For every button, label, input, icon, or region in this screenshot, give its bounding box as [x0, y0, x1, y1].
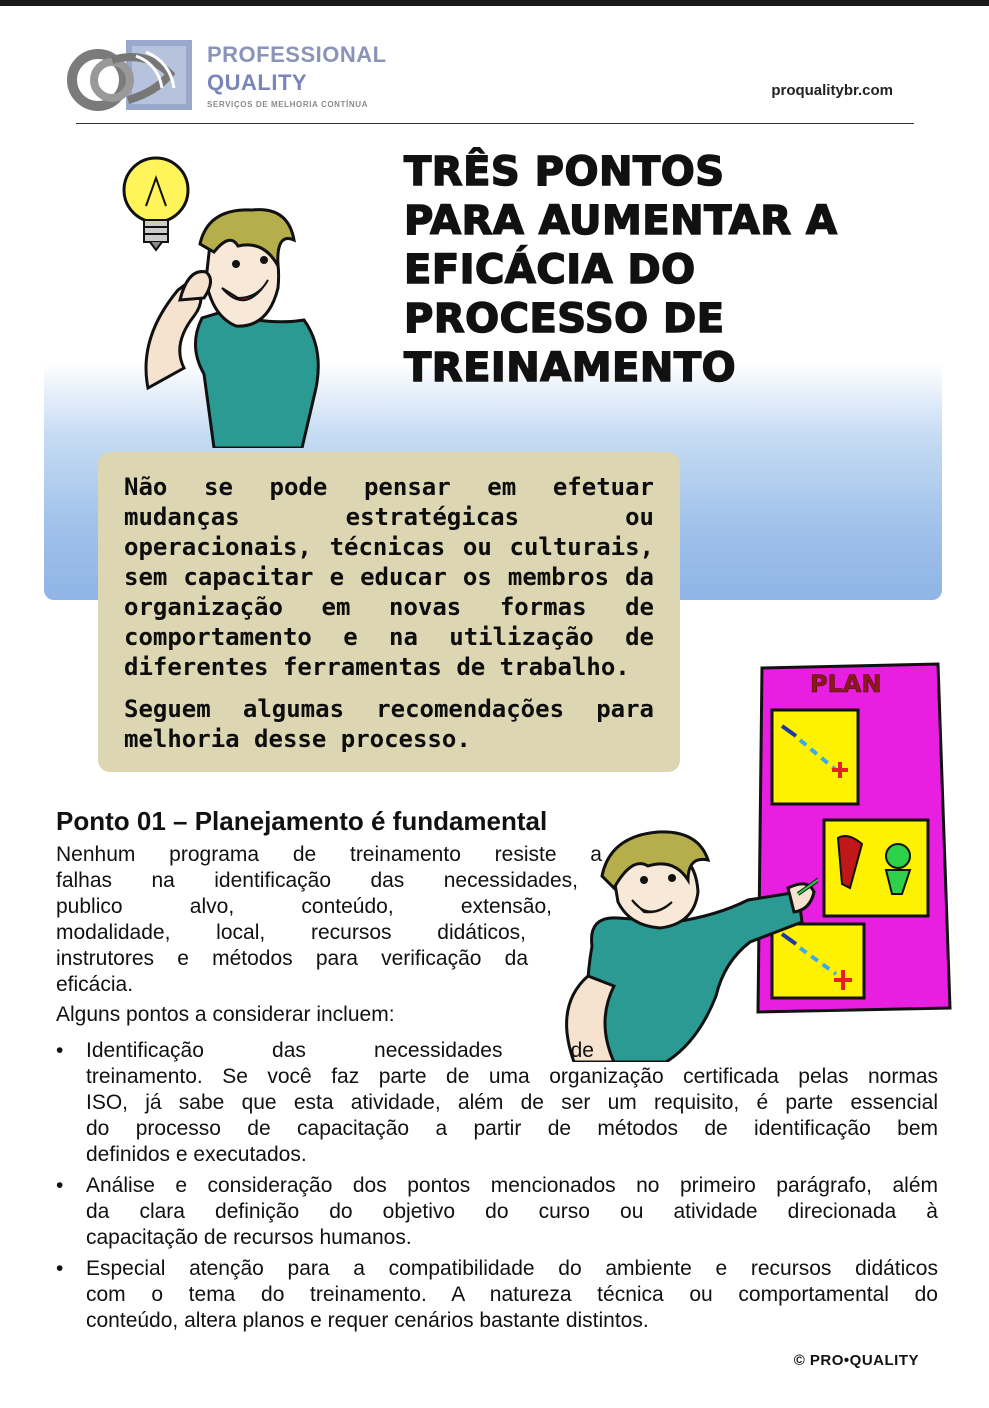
- page-title: [404, 148, 924, 393]
- logo-text-quality: QUALITY: [207, 70, 308, 95]
- bullet-icon: •: [56, 1174, 64, 1197]
- body-line: Nenhum programa de treinamento resiste a: [56, 843, 602, 866]
- intro-paragraph: Não se pode pensar em efetuar mudanças estratégicas ou operacionais, técnicas ou culturais, sem capacitar e educar os membros da organização em novas formas de comportamento e na utilização de diferentes ferramentas de trabalho.: [124, 473, 654, 681]
- bullet-line: com o tema do treinamento. A natureza técnica ou comportamental do: [86, 1283, 938, 1306]
- bullet-line: Especial atenção para a compatibilidade do ambiente e recursos didáticos: [86, 1257, 938, 1280]
- intro-box: [98, 452, 680, 772]
- thinking-man-illustration: [118, 148, 358, 448]
- copyright-footer: © PRO•QUALITY: [793, 1352, 919, 1369]
- body-line: eficácia.: [56, 973, 134, 996]
- title-line: PROCESSO DE: [404, 296, 725, 342]
- company-logo: [66, 40, 406, 114]
- title-line: TREINAMENTO: [404, 345, 737, 391]
- title-line: TRÊS PONTOS: [404, 149, 725, 195]
- bullet-line: do processo de capacitação a partir de métodos de identificação bem: [86, 1117, 938, 1140]
- body-line: instrutores e métodos para verificação da: [56, 947, 528, 970]
- body-line: falhas na identificação das necessidades,: [56, 869, 578, 892]
- logo-tagline: SERVIÇOS DE MELHORIA CONTÍNUA: [207, 100, 368, 109]
- bullet-line: da clara definição do objetivo do curso ou atividade direcionada à: [86, 1200, 938, 1223]
- website-link[interactable]: proqualitybr.com: [771, 82, 893, 99]
- logo-text-professional: PROFESSIONAL: [207, 42, 387, 67]
- body-line: modalidade, local, recursos didáticos,: [56, 921, 526, 944]
- title-line: PARA AUMENTAR A: [404, 198, 838, 244]
- light-bulb-icon: [124, 158, 188, 250]
- bullet-line: capacitação de recursos humanos.: [86, 1226, 412, 1249]
- bullet-line: ISO, já sabe que esta atividade, além de ser um requisito, é parte essencial: [86, 1091, 938, 1114]
- intro-recommendation: Seguem algumas recomendações para melhoria desse processo.: [124, 695, 654, 753]
- section-heading: Ponto 01 – Planejamento é fundamental: [56, 806, 548, 836]
- bullet-line: Identificação das necessidades de: [86, 1039, 594, 1062]
- section-body: [56, 842, 602, 998]
- logo-emblem-icon: [66, 40, 206, 114]
- title-line: EFICÁCIA DO: [404, 247, 696, 293]
- header-divider: [76, 123, 914, 124]
- top-border: [0, 0, 989, 6]
- bullet-icon: •: [56, 1257, 64, 1280]
- bullet-line: Análise e consideração dos pontos mencionados no primeiro parágrafo, além: [86, 1174, 938, 1197]
- bullet-line: treinamento. Se você faz parte de uma organização certificada pelas normas: [86, 1065, 938, 1088]
- bullet-line: conteúdo, altera planos e requer cenários bastante distintos.: [86, 1309, 649, 1332]
- body-line: publico alvo, conteúdo, extensão,: [56, 895, 552, 918]
- bullet-icon: •: [56, 1039, 64, 1062]
- plan-label: PLAN: [810, 670, 882, 698]
- bullet-line: definidos e executados.: [86, 1143, 307, 1166]
- consider-intro: Alguns pontos a considerar incluem:: [56, 1003, 395, 1026]
